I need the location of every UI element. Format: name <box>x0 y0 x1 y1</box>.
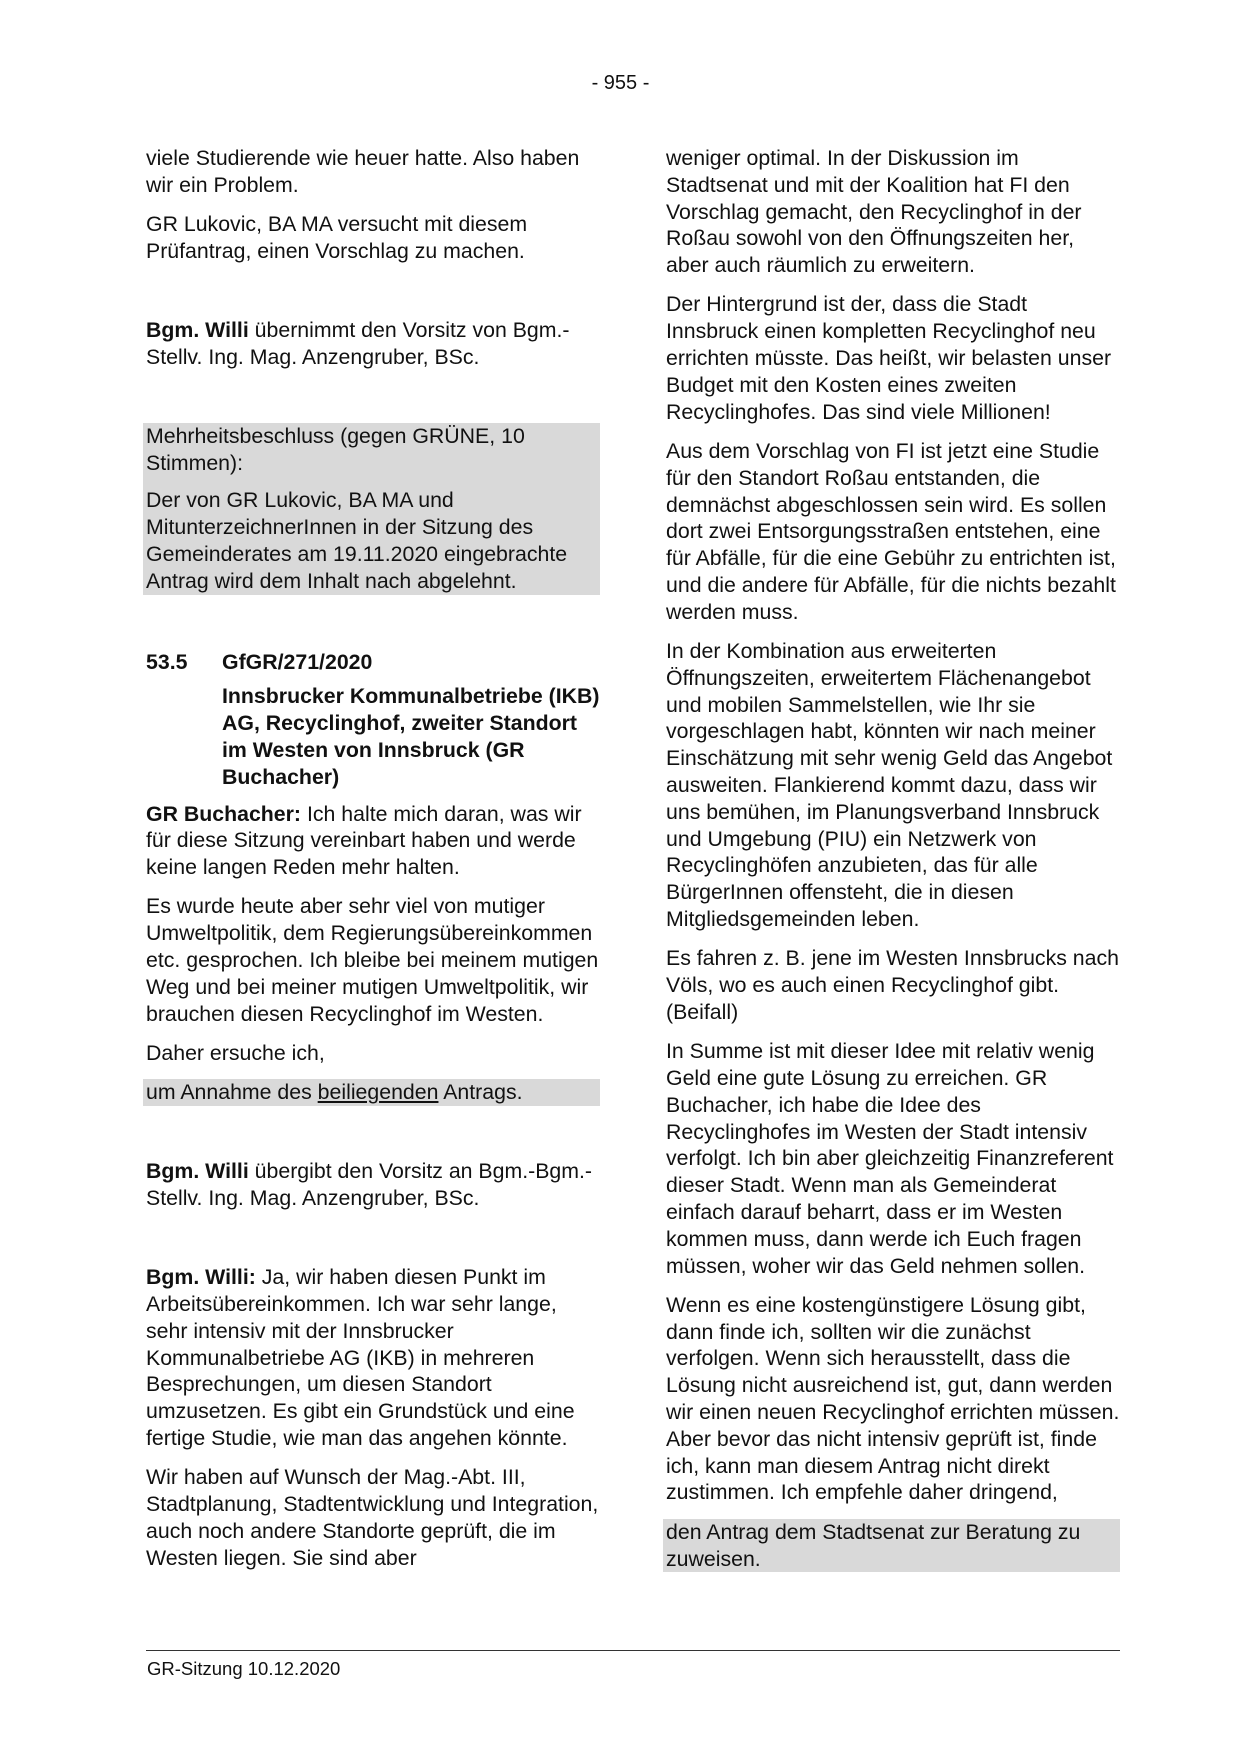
decision-heading: Mehrheitsbeschluss (gegen GRÜNE, 10 Stimmen): <box>146 424 525 476</box>
speaker-name: Bgm. Willi: <box>146 1265 256 1290</box>
agenda-item-title: Innsbrucker Kommunalbetriebe (IKB) AG, Recyclinghof, zweiter Standort im Westen von Innsbruck (GR Buchacher) <box>222 684 600 789</box>
speaker-name: Bgm. Willi <box>146 1159 249 1184</box>
agenda-item-code: GfGR/271/2020 <box>222 649 373 674</box>
paragraph: In Summe ist mit dieser Idee mit relativ wenig Geld eine gute Lösung zu erreichen. GR Buchacher, ich habe die Idee des Recyclinghofes im Westen der Stadt intensiv verfolgt. Ich bin aber gleichzeitig Finanzreferent dieser Stadt. Wenn man als Gemeinderat einfach darauf beharrt, dass er im Westen kommen muss, dann werde ich Euch fragen müssen, woher wir das Geld nehmen sollen. <box>666 1039 1114 1278</box>
speaker-name: GR Buchacher: <box>146 801 302 826</box>
agenda-item-number: 53.5 <box>146 649 188 674</box>
page-number: - 955 - <box>591 72 650 94</box>
speech-paragraph: Bgm. Willi: Ja, wir haben diesen Punkt im Arbeitsübereinkommen. Ich war sehr lange, sehr intensiv mit der Innsbrucker Kommunalbetriebe AG (IKB) in mehreren Besprechungen, um diesen Standort umzusetzen. Es gibt ein Grundstück und eine fertige Studie, wie man das angehen könnte. <box>146 1265 575 1450</box>
paragraph: Der Hintergrund ist der, dass die Stadt Innsbruck einen kompletten Recyclinghof neu errichten müsste. Das heißt, wir belasten unser Budget mit den Kosten eines zweiten Recyclinghofes. Das sind viele Millionen! <box>666 292 1112 424</box>
speaker-name: Bgm. Willi <box>146 318 249 343</box>
decision-text: Der von GR Lukovic, BA MA und MitunterzeichnerInnen in der Sitzung des Gemeinderates am 19.11.2020 eingebrachte Antrag wird dem Inhalt nach abgelehnt. <box>146 488 568 593</box>
right-column <box>666 145 1120 1572</box>
paragraph: Wenn es eine kostengünstigere Lösung gibt, dann finde ich, sollten wir die zunächst verfolgen. Wenn sich herausstellt, dass die Lösung nicht ausreichend ist, gut, dann werden wir einen neuen Recyclinghof errichten müssen. Aber bevor das nicht intensiv geprüft ist, finde ich, kann man diesem Antrag nicht direkt zustimmen. Ich empfehle daher dringend, <box>666 1292 1120 1505</box>
left-column <box>146 145 600 1584</box>
paragraph: Es fahren z. B. jene im Westen Innsbrucks nach Völs, wo es auch einen Recyclinghof gibt. (Beifall) <box>666 946 1119 1024</box>
request-box <box>143 1079 600 1106</box>
paragraph: Daher ersuche ich, <box>146 1040 325 1065</box>
paragraph: GR Lukovic, BA MA versucht mit diesem Prüfantrag, einen Vorschlag zu machen. <box>146 212 528 263</box>
footer-divider <box>146 1650 1120 1651</box>
paragraph: Es wurde heute aber sehr viel von mutiger Umweltpolitik, dem Regierungsübereinkommen etc. gesprochen. Ich bleibe bei meinem mutigen Weg und bei meiner mutigen Umweltpolitik, wir brauchen diesen Recyclinghof im Westen. <box>146 894 599 1026</box>
paragraph: weniger optimal. In der Diskussion im Stadtsenat und mit der Koalition hat FI den Vorschlag gemacht, den Recyclinghof in der Roßau sowohl von den Öffnungszeiten her, aber auch räumlich zu erweitern. <box>666 146 1082 278</box>
request-box <box>663 1519 1120 1573</box>
paragraph: viele Studierende wie heuer hatte. Also haben wir ein Problem. <box>146 146 580 197</box>
decision-box <box>143 423 600 594</box>
footer-text: GR-Sitzung 10.12.2020 <box>147 1658 341 1679</box>
request-text: um Annahme des beiliegenden Antrags. <box>146 1080 523 1105</box>
chair-change-note: Bgm. Willi übergibt den Vorsitz an Bgm.-Bgm.-Stellv. Ing. Mag. Anzengruber, BSc. <box>146 1159 593 1210</box>
paragraph: Aus dem Vorschlag von FI ist jetzt eine Studie für den Standort Roßau entstanden, die demnächst abgeschlossen sein wird. Es sollen dort zwei Entsorgungsstraßen entstehen, eine für Abfälle, für die eine Gebühr zu entrichten ist, und die andere für Abfälle, für die nichts bezahlt werden muss. <box>666 438 1116 624</box>
attachment-reference: beiliegenden <box>317 1080 439 1105</box>
chair-change-note: Bgm. Willi übernimmt den Vorsitz von Bgm.-Stellv. Ing. Mag. Anzengruber, BSc. <box>146 318 570 369</box>
paragraph: In der Kombination aus erweiterten Öffnungszeiten, erweitertem Flächenangebot und mobilen Sammelstellen, wie Ihr sie vorgeschlagen habt, könnten wir nach meiner Einschätzung mit sehr wenig Geld das Angebot ausweiten. Flankierend kommt dazu, dass wir uns bemühen, im Planungsverband Innsbruck und Umgebung (PIU) ein Netzwerk von Recyclinghöfen anzubieten, das für alle BürgerInnen offensteht, die in diesen Mitgliedsgemeinden leben. <box>666 639 1113 932</box>
request-text: den Antrag dem Stadtsenat zur Beratung zu zuweisen. <box>666 1519 1081 1571</box>
speech-paragraph: GR Buchacher: Ich halte mich daran, was wir für diese Sitzung vereinbart haben und werde keine langen Reden mehr halten. <box>146 801 582 880</box>
agenda-item-heading <box>146 649 600 676</box>
paragraph: Wir haben auf Wunsch der Mag.-Abt. III, Stadtplanung, Stadtentwicklung und Integration, auch noch andere Standorte geprüft, die im Westen liegen. Sie sind aber <box>146 1465 599 1570</box>
